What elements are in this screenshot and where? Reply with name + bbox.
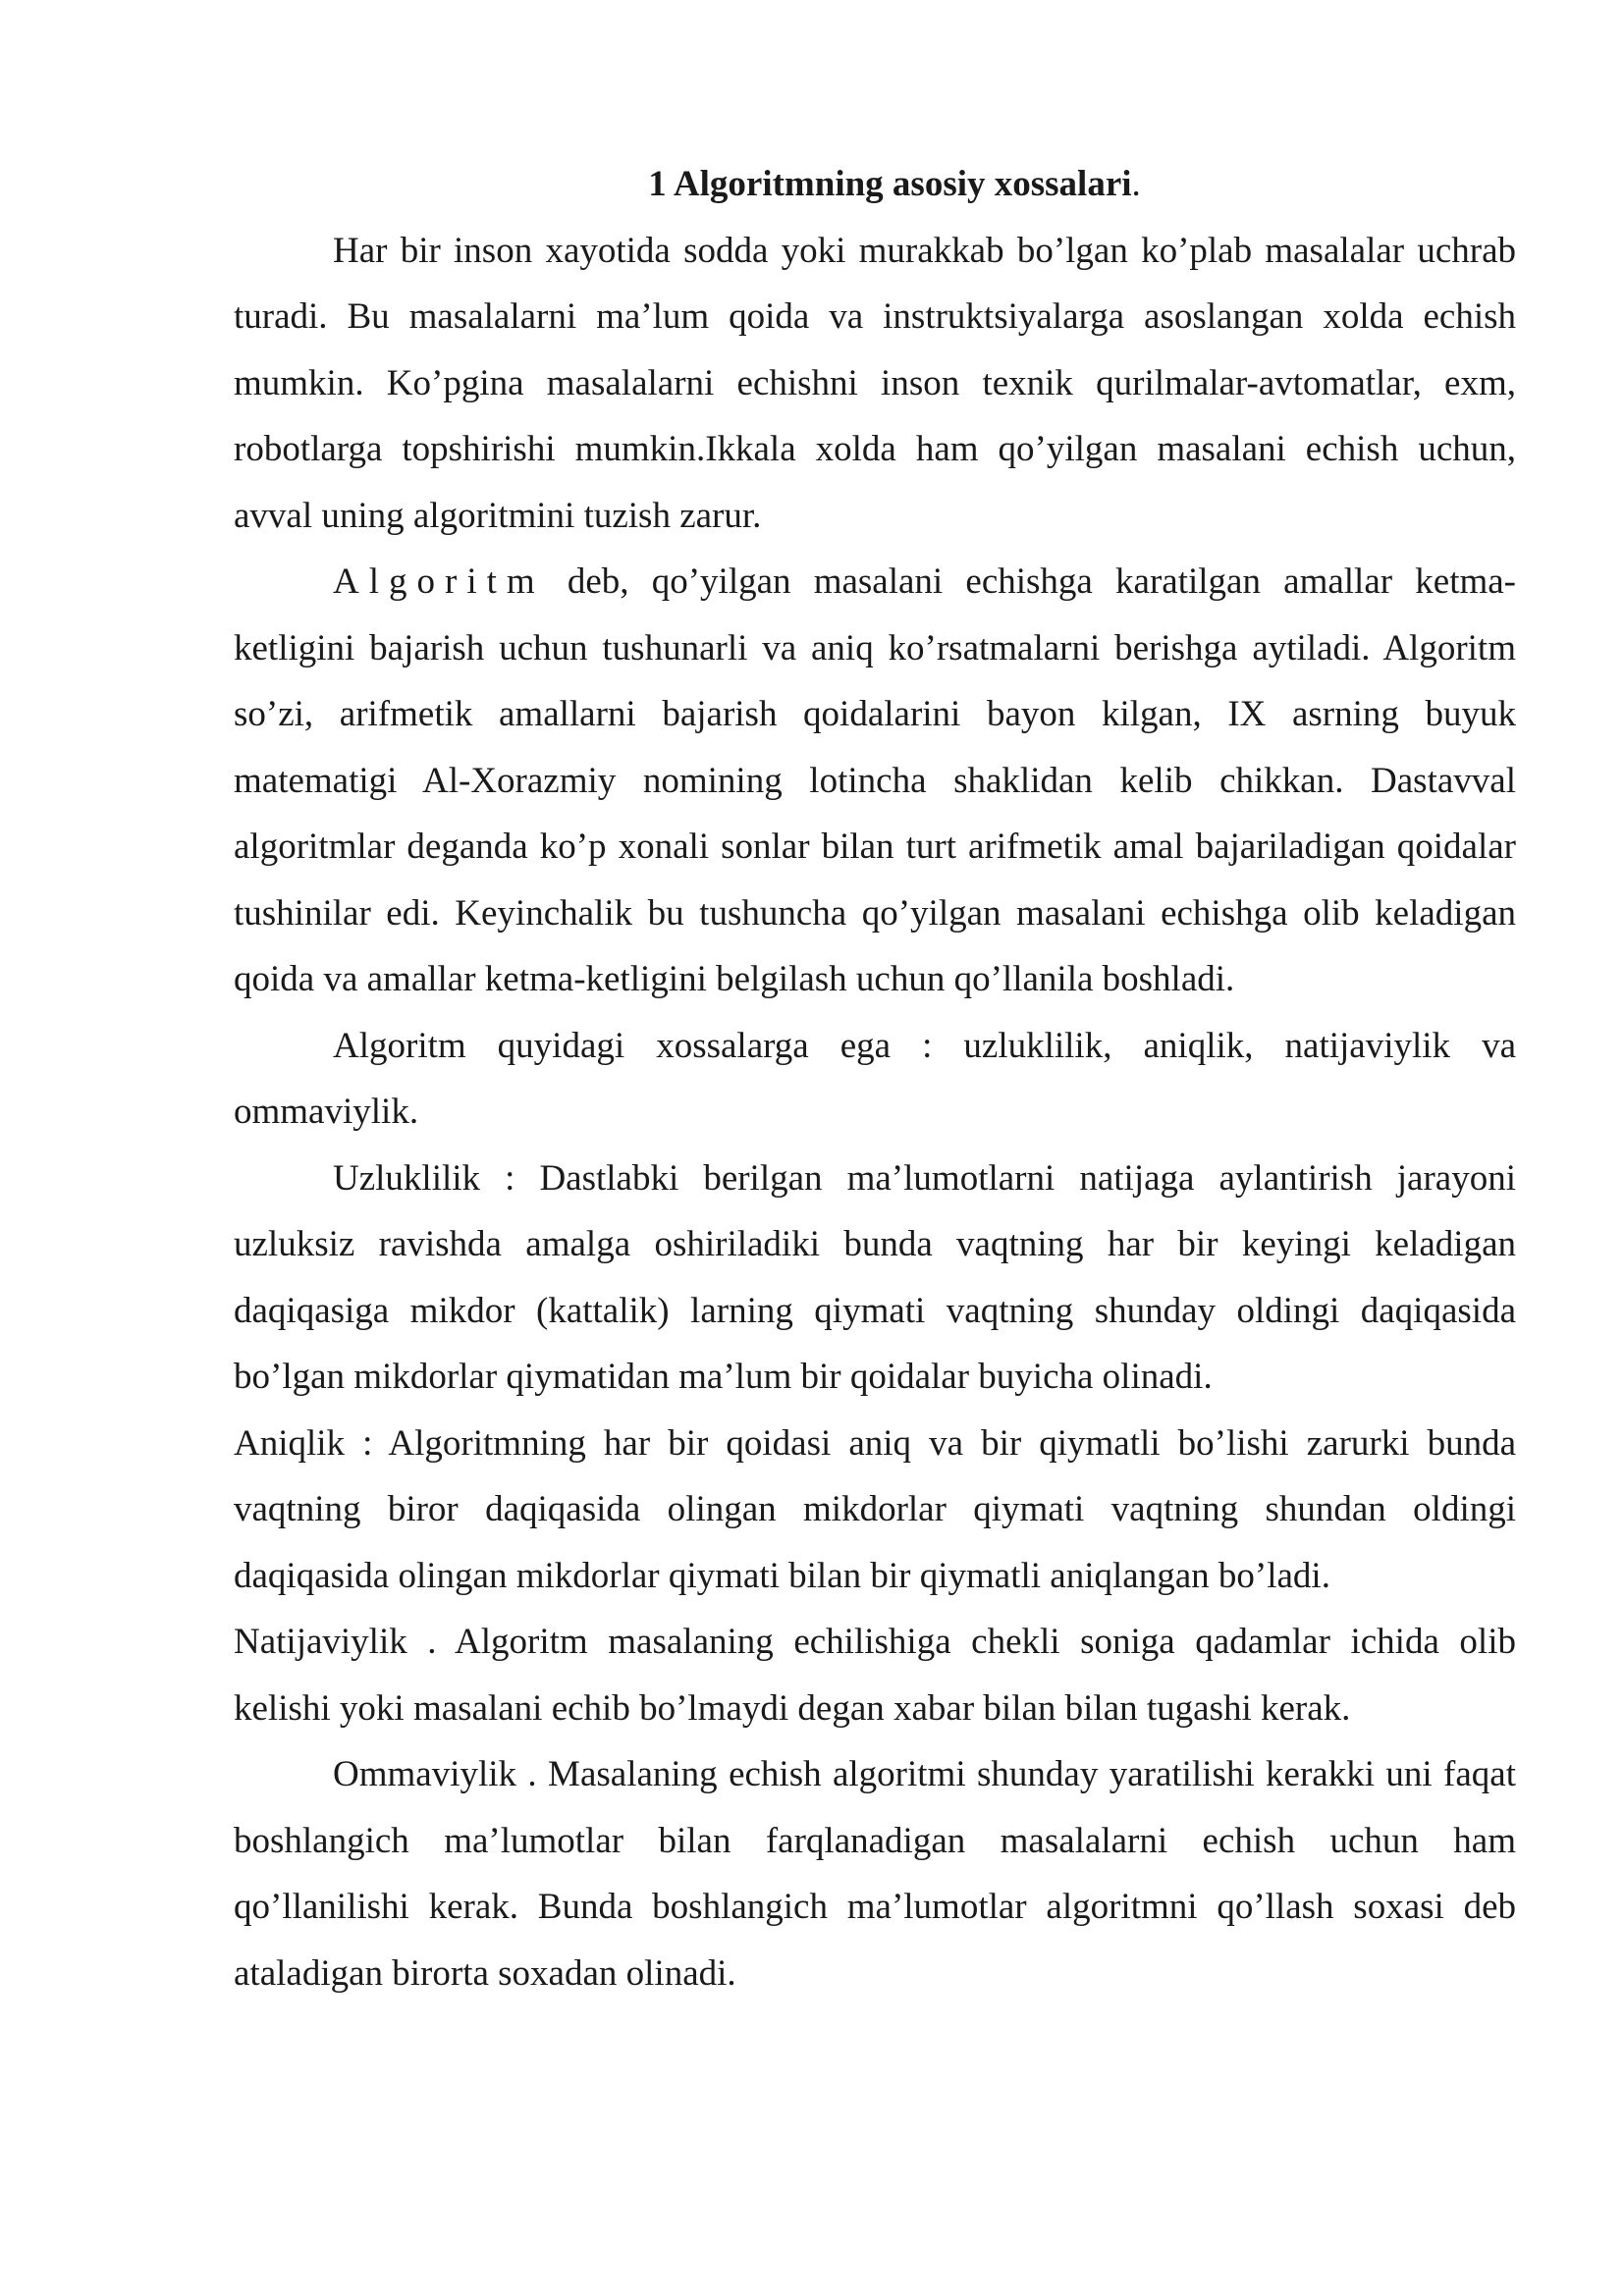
paragraph-uzluklilik: Uzluklilik : Dastlabki berilgan ma’lumotlarni natijaga aylantirish jarayoni uzluksiz ravishda amalga oshiriladiki bunda vaqtning har bir keyingi keladigan daqiqasiga mikdor (kattalik) larning qiymati vaqtning shunday oldingi daqiqasida bo’lgan mikdorlar qiymatidan ma’lum bir qoidalar buyicha olinadi. xyxy=(234,1157,1516,1397)
page-title xyxy=(234,151,1516,218)
title-punctuation: . xyxy=(1131,164,1141,204)
paragraph-definition xyxy=(234,549,1516,1013)
paragraph-ommaviylik: Ommaviylik . Masalaning echish algoritmi shunday yaratilishi kerakki uni faqat boshlangich ma’lumotlar bilan farqlanadigan masalalarni echish uchun ham qo’llanilishi kerak. Bunda boshlangich ma’lumotlar algoritmni qo’llash soxasi deb ataladigan birorta soxadan olinadi. xyxy=(234,1754,1516,1994)
document-body xyxy=(234,151,1516,2006)
definition-text: deb, qo’yilgan masalani echishga karatilgan amallar ketma-ketligini bajarish uchun tushunarli va aniq ko’rsatmalarni berishga aytiladi. Algoritm so’zi, arifmetik amallarni bajarish qoidalarini bayon kilgan, IX asrning buyuk matematigi Al-Xorazmiy nomining lotincha shaklidan kelib chikkan. Dastavval algoritmlar deganda ko’p xonali sonlar bilan turt arifmetik amal bajariladigan qoidalar tushinilar edi. Keyinchalik bu tushuncha qo’yilgan masalani echishga olib keladigan qoida va amallar ketma-ketligini belgilash uchun qo’llanila boshladi. xyxy=(234,561,1516,999)
paragraph-properties: Algoritm quyidagi xossalarga ega : uzluklilik, aniqlik, natijaviylik va ommaviylik. xyxy=(234,1025,1516,1132)
algorithm-term: Algoritm xyxy=(333,561,545,602)
paragraph-natijaviylik: Natijaviylik . Algoritm masalaning echilishiga chekli soniga qadamlar ichida olib kelishi yoki masalani echib bo’lmaydi degan xabar bilan bilan tugashi kerak. xyxy=(234,1622,1516,1729)
paragraph-intro: Har bir inson xayotida sodda yoki murakkab bo’lgan ko’plab masalalar uchrab turadi. Bu masalalarni ma’lum qoida va instruktsiyalarga asoslangan xolda echish mumkin. Ko’pgina masalalarni echishni inson texnik qurilmalar-avtomatlar, exm, robotlarga topshirishi mumkin.Ikkala xolda ham qo’yilgan masalani echish uchun, avval uning algoritmini tuzish zarur. xyxy=(234,230,1516,536)
paragraph-aniqlik: Aniqlik : Algoritmning har bir qoidasi aniq va bir qiymatli bo’lishi zarurki bunda vaqtning biror daqiqasida olingan mikdorlar qiymati vaqtning shundan oldingi daqiqasida olingan mikdorlar qiymati bilan bir qiymatli aniqlangan bo’ladi. xyxy=(234,1422,1516,1596)
title-text: 1 Algoritmning asosiy xossalari xyxy=(648,164,1132,204)
